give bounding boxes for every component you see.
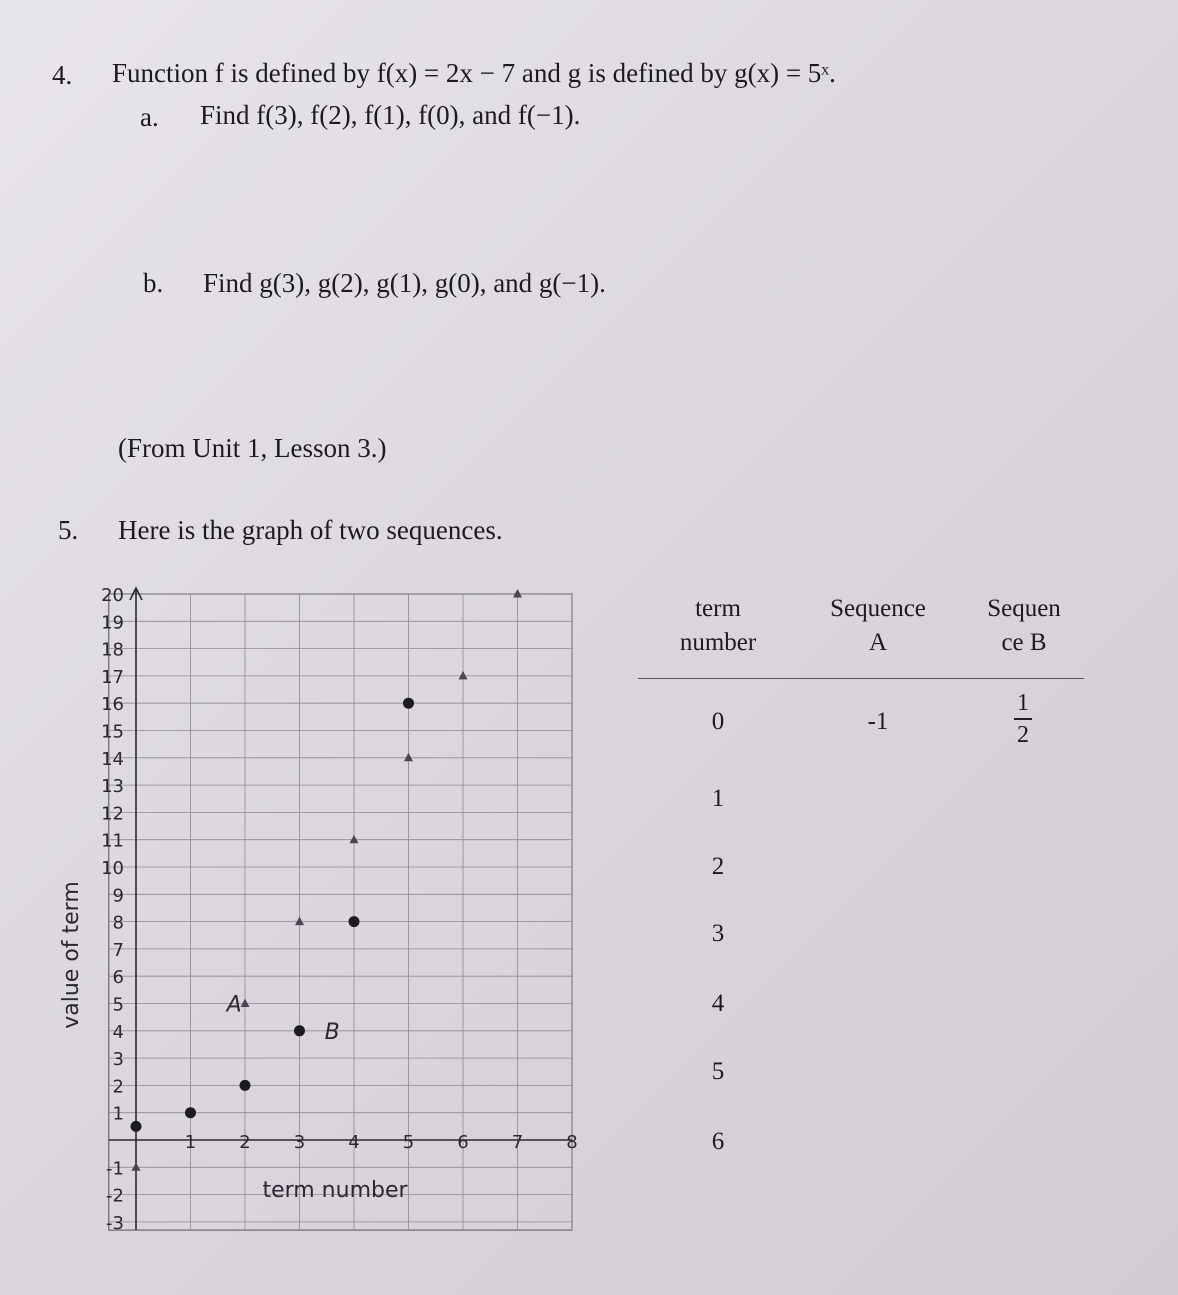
y-tick-label: 4: [112, 1021, 124, 1043]
y-axis-label: value of term: [59, 881, 84, 1029]
sequence-a-point: [513, 589, 522, 598]
header-term-number: [658, 592, 778, 660]
table-header-divider: [638, 678, 1084, 679]
question-5-number: 5.: [58, 515, 79, 545]
y-tick-label: 14: [101, 748, 124, 770]
x-tick-label: 7: [511, 1132, 524, 1153]
header-seq-b-line2: ce B: [1001, 629, 1047, 656]
term-0: 0: [711, 708, 725, 735]
sequence-a-point: [404, 753, 413, 762]
y-tick-label: 12: [101, 803, 124, 825]
header-seq-a-line2: A: [868, 629, 888, 656]
question-5-stem: Here is the graph of two sequences.: [118, 515, 503, 545]
term-4: 4: [711, 990, 725, 1017]
y-tick-label: 2: [112, 1076, 124, 1098]
sequence-b-point: [294, 1025, 305, 1036]
x-axis-label: term number: [262, 1178, 408, 1203]
fraction-bar: [1014, 718, 1032, 720]
y-tick-label: 18: [101, 639, 124, 661]
sequence-b-point: [185, 1107, 196, 1118]
sequence-a-point: [295, 917, 304, 926]
y-tick-label: 16: [101, 694, 124, 716]
y-tick-label: 10: [101, 858, 124, 879]
graph-tick-labels: [101, 585, 578, 1234]
header-term-line1: term: [695, 595, 741, 622]
x-tick-label: 1: [184, 1132, 197, 1153]
series-label-b: B: [324, 1019, 340, 1045]
y-tick-label: 20: [101, 585, 124, 606]
graph-grid: [109, 594, 572, 1230]
header-term-line2: number: [679, 629, 757, 656]
x-tick-label: 5: [402, 1132, 415, 1153]
y-tick-label: 3: [112, 1049, 124, 1071]
sequence-a-term-0: -1: [867, 708, 889, 735]
term-6: 6: [711, 1128, 725, 1155]
y-tick-label: 15: [101, 721, 124, 743]
x-tick-label: 6: [457, 1132, 469, 1153]
x-tick-label: 4: [348, 1132, 360, 1153]
y-tick-label: 8: [112, 912, 124, 934]
series-label-a: A: [226, 992, 242, 1018]
sequence-b-term-0-fraction: [1008, 690, 1038, 748]
part-a-label: a.: [140, 102, 159, 132]
y-tick-label: 5: [112, 994, 124, 1016]
part-b-text: Find g(3), g(2), g(1), g(0), and g(−1).: [203, 268, 606, 298]
fraction-numerator: 1: [1017, 690, 1029, 716]
graph-axes: [109, 588, 572, 1230]
graph-border: [109, 594, 572, 1230]
y-tick-label: 13: [101, 776, 124, 798]
term-5: 5: [711, 1058, 725, 1085]
y-tick-label: 11: [101, 830, 124, 852]
fraction-denominator: 2: [1017, 722, 1029, 748]
header-sequence-b: [966, 592, 1082, 660]
term-1: 1: [711, 785, 725, 812]
part-b-label: b.: [143, 268, 164, 298]
term-3: 3: [711, 920, 725, 947]
x-tick-label: 2: [239, 1132, 251, 1153]
sequence-a-point: [132, 1162, 141, 1171]
part-a-text: Find f(3), f(2), f(1), f(0), and f(−1).: [200, 100, 581, 130]
y-tick-label: 6: [112, 967, 124, 989]
x-tick-label: 8: [566, 1132, 578, 1153]
y-tick-label: -1: [106, 1158, 124, 1180]
term-2: 2: [711, 853, 725, 880]
source-note: (From Unit 1, Lesson 3.): [118, 433, 387, 463]
y-tick-label: 9: [112, 885, 124, 907]
y-tick-label: 1: [112, 1103, 124, 1125]
y-tick-label: 19: [101, 612, 124, 634]
sequence-a-point: [350, 835, 359, 844]
question-4-stem: Function f is defined by f(x) = 2x − 7 and g is defined by g(x) = 5ˣ.: [112, 58, 836, 88]
header-seq-a-line1: Sequence: [830, 595, 926, 622]
sequence-graph: [40, 560, 600, 1234]
question-4-number: 4.: [52, 60, 73, 90]
sequence-b-point: [131, 1121, 142, 1132]
y-tick-label: 17: [101, 666, 124, 688]
sequence-b-point: [349, 916, 360, 927]
header-sequence-a: [812, 592, 944, 660]
header-seq-b-line1: Sequen: [987, 595, 1061, 622]
x-tick-label: 3: [293, 1132, 306, 1153]
y-tick-label: -2: [106, 1185, 124, 1207]
y-tick-label: -3: [106, 1212, 124, 1234]
sequence-b-point: [403, 698, 414, 709]
y-tick-label: 7: [112, 939, 124, 961]
sequence-a-point: [459, 671, 468, 680]
sequence-b-point: [240, 1080, 251, 1091]
sequence-a-point: [241, 999, 250, 1008]
